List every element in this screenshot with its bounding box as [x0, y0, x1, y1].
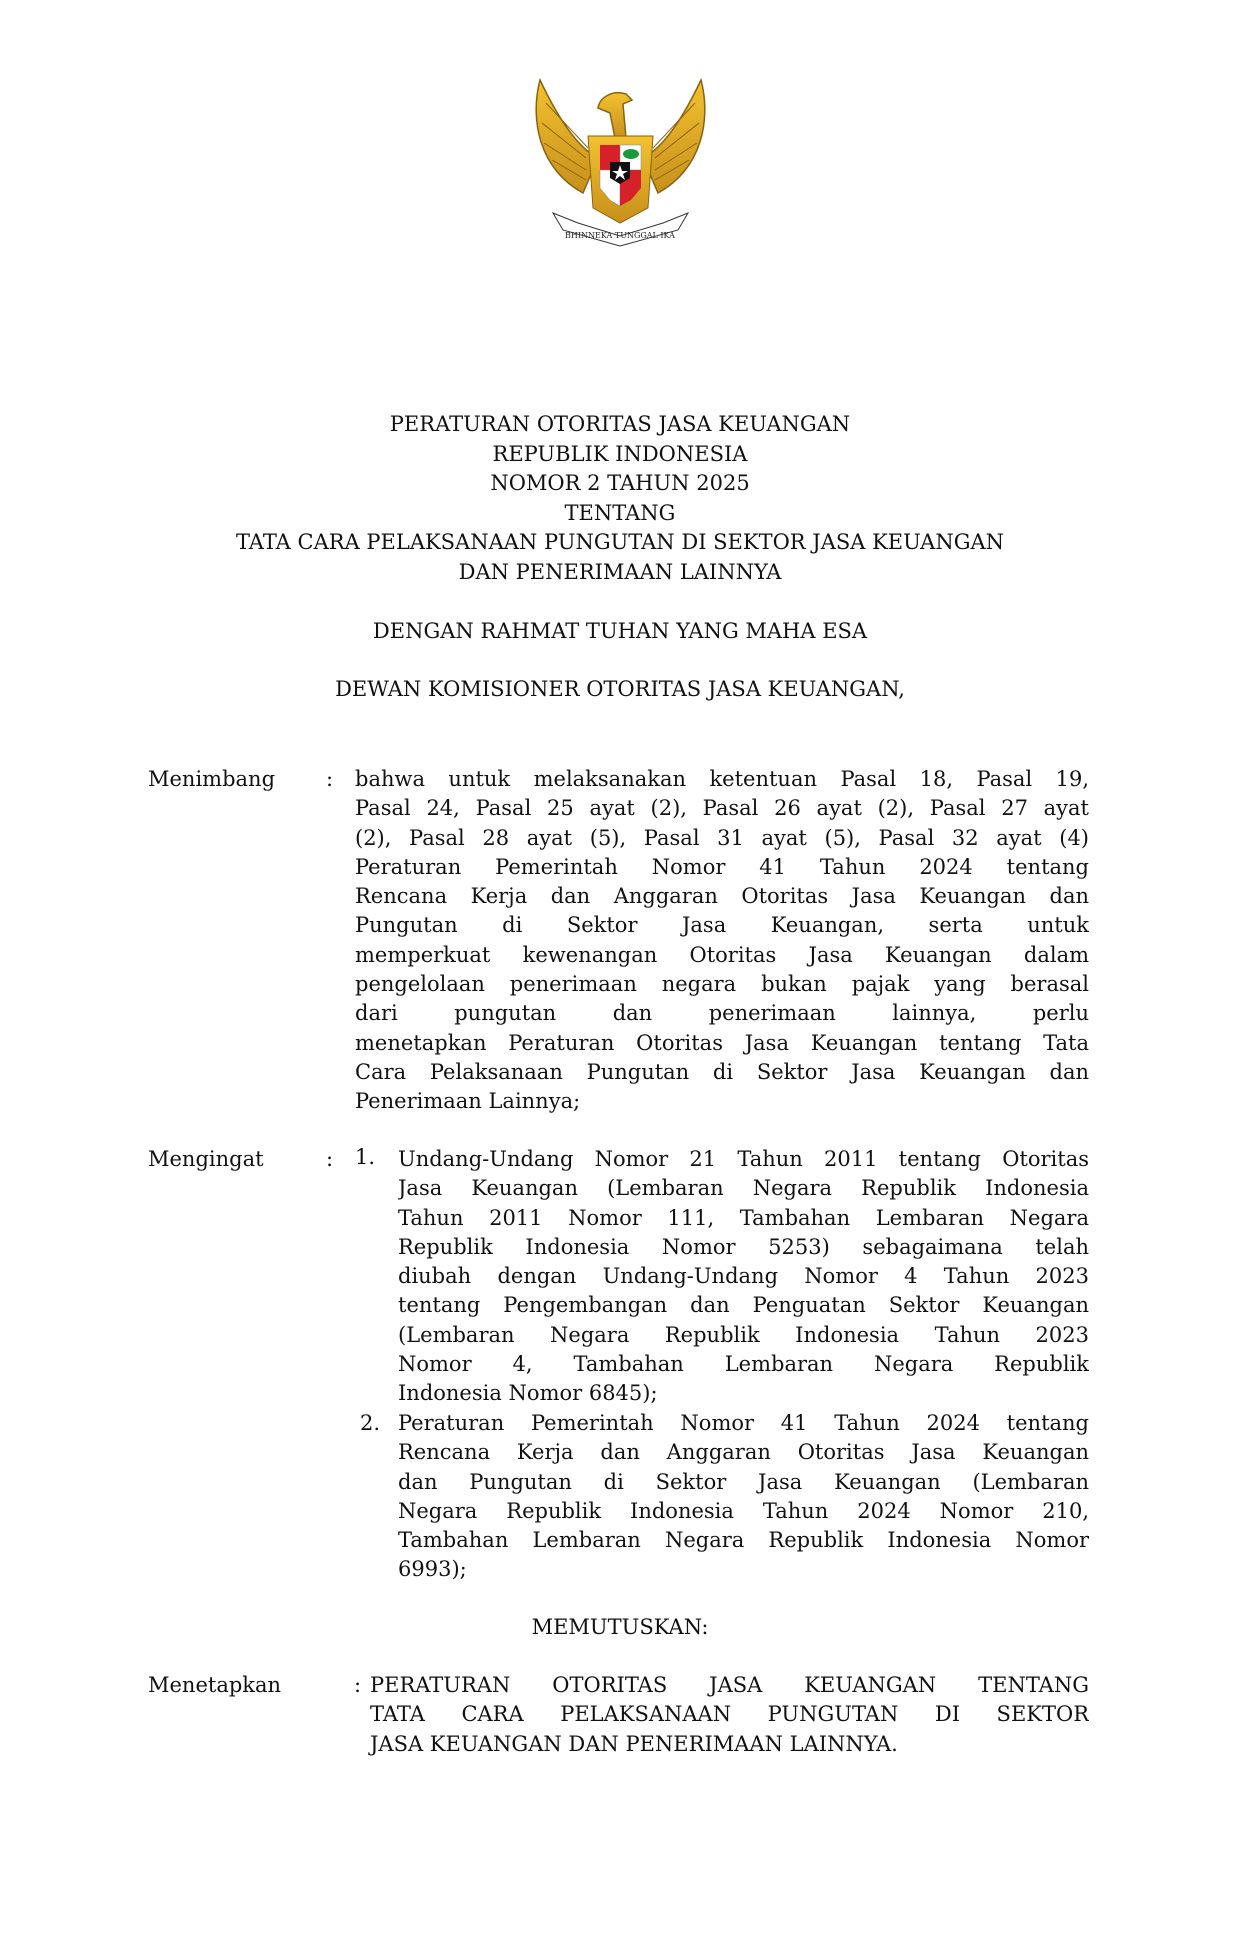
text-line: Penerimaan Lainnya;: [355, 1089, 581, 1114]
text-line: JASA KEUANGAN DAN PENERIMAAN LAINNYA.: [370, 1731, 898, 1756]
text-line: 6993);: [398, 1557, 467, 1582]
text-line: Nomor 4, Tambahan Lembaran Negara Republik: [398, 1352, 1089, 1377]
text-line: dan Pungutan di Sektor Jasa Keuangan (Lembaran: [398, 1469, 1089, 1494]
title-line: REPUBLIK INDONESIA: [492, 441, 748, 466]
mengingat-item-1-number: 1.: [355, 1145, 376, 1169]
title-line: DAN PENERIMAAN LAINNYA: [458, 559, 782, 584]
text-line: Rencana Kerja dan Anggaran Otoritas Jasa Keuangan: [398, 1440, 1089, 1465]
garuda-emblem: [528, 78, 713, 248]
text-line: Rencana Kerja dan Anggaran Otoritas Jasa Keuangan dan: [355, 884, 1089, 909]
text-line: pengelolaan penerimaan negara bukan pajak yang berasal: [355, 972, 1089, 997]
emblem-motto: BHINNEKA TUNGGAL IKA: [565, 231, 675, 240]
menetapkan-label: Menetapkan: [148, 1673, 282, 1697]
text-line: Pasal 24, Pasal 25 ayat (2), Pasal 26 ayat (2), Pasal 27 ayat: [355, 796, 1089, 821]
issuer: DEWAN KOMISIONER OTORITAS JASA KEUANGAN,: [335, 677, 905, 701]
menetapkan-text: [370, 1671, 1089, 1759]
text-line: bahwa untuk melaksanakan ketentuan Pasal 18, Pasal 19,: [355, 767, 1089, 791]
menimbang-label: Menimbang: [148, 767, 276, 791]
title-line: TENTANG: [564, 500, 676, 525]
text-line: Peraturan Pemerintah Nomor 41 Tahun 2024 tentang: [355, 854, 1089, 879]
text-line: Indonesia Nomor 6845);: [398, 1381, 658, 1406]
menimbang-text: [355, 765, 1089, 1117]
text-line: Jasa Keuangan (Lembaran Negara Republik Indonesia: [398, 1176, 1089, 1201]
text-line: PERATURAN OTORITAS JASA KEUANGAN TENTANG: [370, 1673, 1089, 1697]
text-line: (Lembaran Negara Republik Indonesia Tahun 2023: [398, 1322, 1089, 1347]
mengingat-colon: :: [326, 1147, 334, 1171]
text-line: Cara Pelaksanaan Pungutan di Sektor Jasa Keuangan dan: [355, 1059, 1089, 1084]
text-line: Pungutan di Sektor Jasa Keuangan, serta untuk: [355, 913, 1089, 938]
menimbang-colon: :: [326, 767, 334, 791]
text-line: Undang-Undang Nomor 21 Tahun 2011 tentang Otoritas: [398, 1147, 1089, 1171]
title-line: PERATURAN OTORITAS JASA KEUANGAN: [389, 412, 851, 436]
text-line: Peraturan Pemerintah Nomor 41 Tahun 2024 tentang: [398, 1411, 1089, 1435]
mengingat-item-1-text: [398, 1145, 1089, 1409]
text-line: tentang Pengembangan dan Penguatan Sektor Keuangan: [398, 1293, 1089, 1318]
title-line: TATA CARA PELAKSANAAN PUNGUTAN DI SEKTOR JASA KEUANGAN: [235, 530, 1005, 554]
mengingat-item-2-text: [398, 1409, 1089, 1585]
mengingat-item-2-number: 2.: [360, 1411, 381, 1435]
text-line: memperkuat kewenangan Otoritas Jasa Keuangan dalam: [355, 942, 1089, 967]
invocation: DENGAN RAHMAT TUHAN YANG MAHA ESA: [372, 619, 868, 643]
text-line: dari pungutan dan penerimaan lainnya, perlu: [355, 1001, 1089, 1026]
title-line: NOMOR 2 TAHUN 2025: [490, 471, 750, 495]
text-line: TATA CARA PELAKSANAAN PUNGUTAN DI SEKTOR: [370, 1702, 1089, 1727]
text-line: Tambahan Lembaran Negara Republik Indonesia Nomor: [398, 1528, 1089, 1553]
text-line: Negara Republik Indonesia Tahun 2024 Nomor 210,: [398, 1498, 1089, 1523]
menetapkan-colon: :: [354, 1673, 362, 1697]
text-line: Republik Indonesia Nomor 5253) sebagaimana telah: [398, 1234, 1089, 1259]
text-line: (2), Pasal 28 ayat (5), Pasal 31 ayat (5), Pasal 32 ayat (4): [355, 825, 1089, 850]
decision-heading: MEMUTUSKAN:: [531, 1615, 709, 1639]
mengingat-label: Mengingat: [148, 1147, 264, 1171]
regulation-title: [0, 410, 1240, 587]
text-line: Tahun 2011 Nomor 111, Tambahan Lembaran Negara: [398, 1205, 1089, 1230]
text-line: diubah dengan Undang-Undang Nomor 4 Tahun 2023: [398, 1264, 1089, 1289]
text-line: menetapkan Peraturan Otoritas Jasa Keuangan tentang Tata: [355, 1030, 1089, 1055]
